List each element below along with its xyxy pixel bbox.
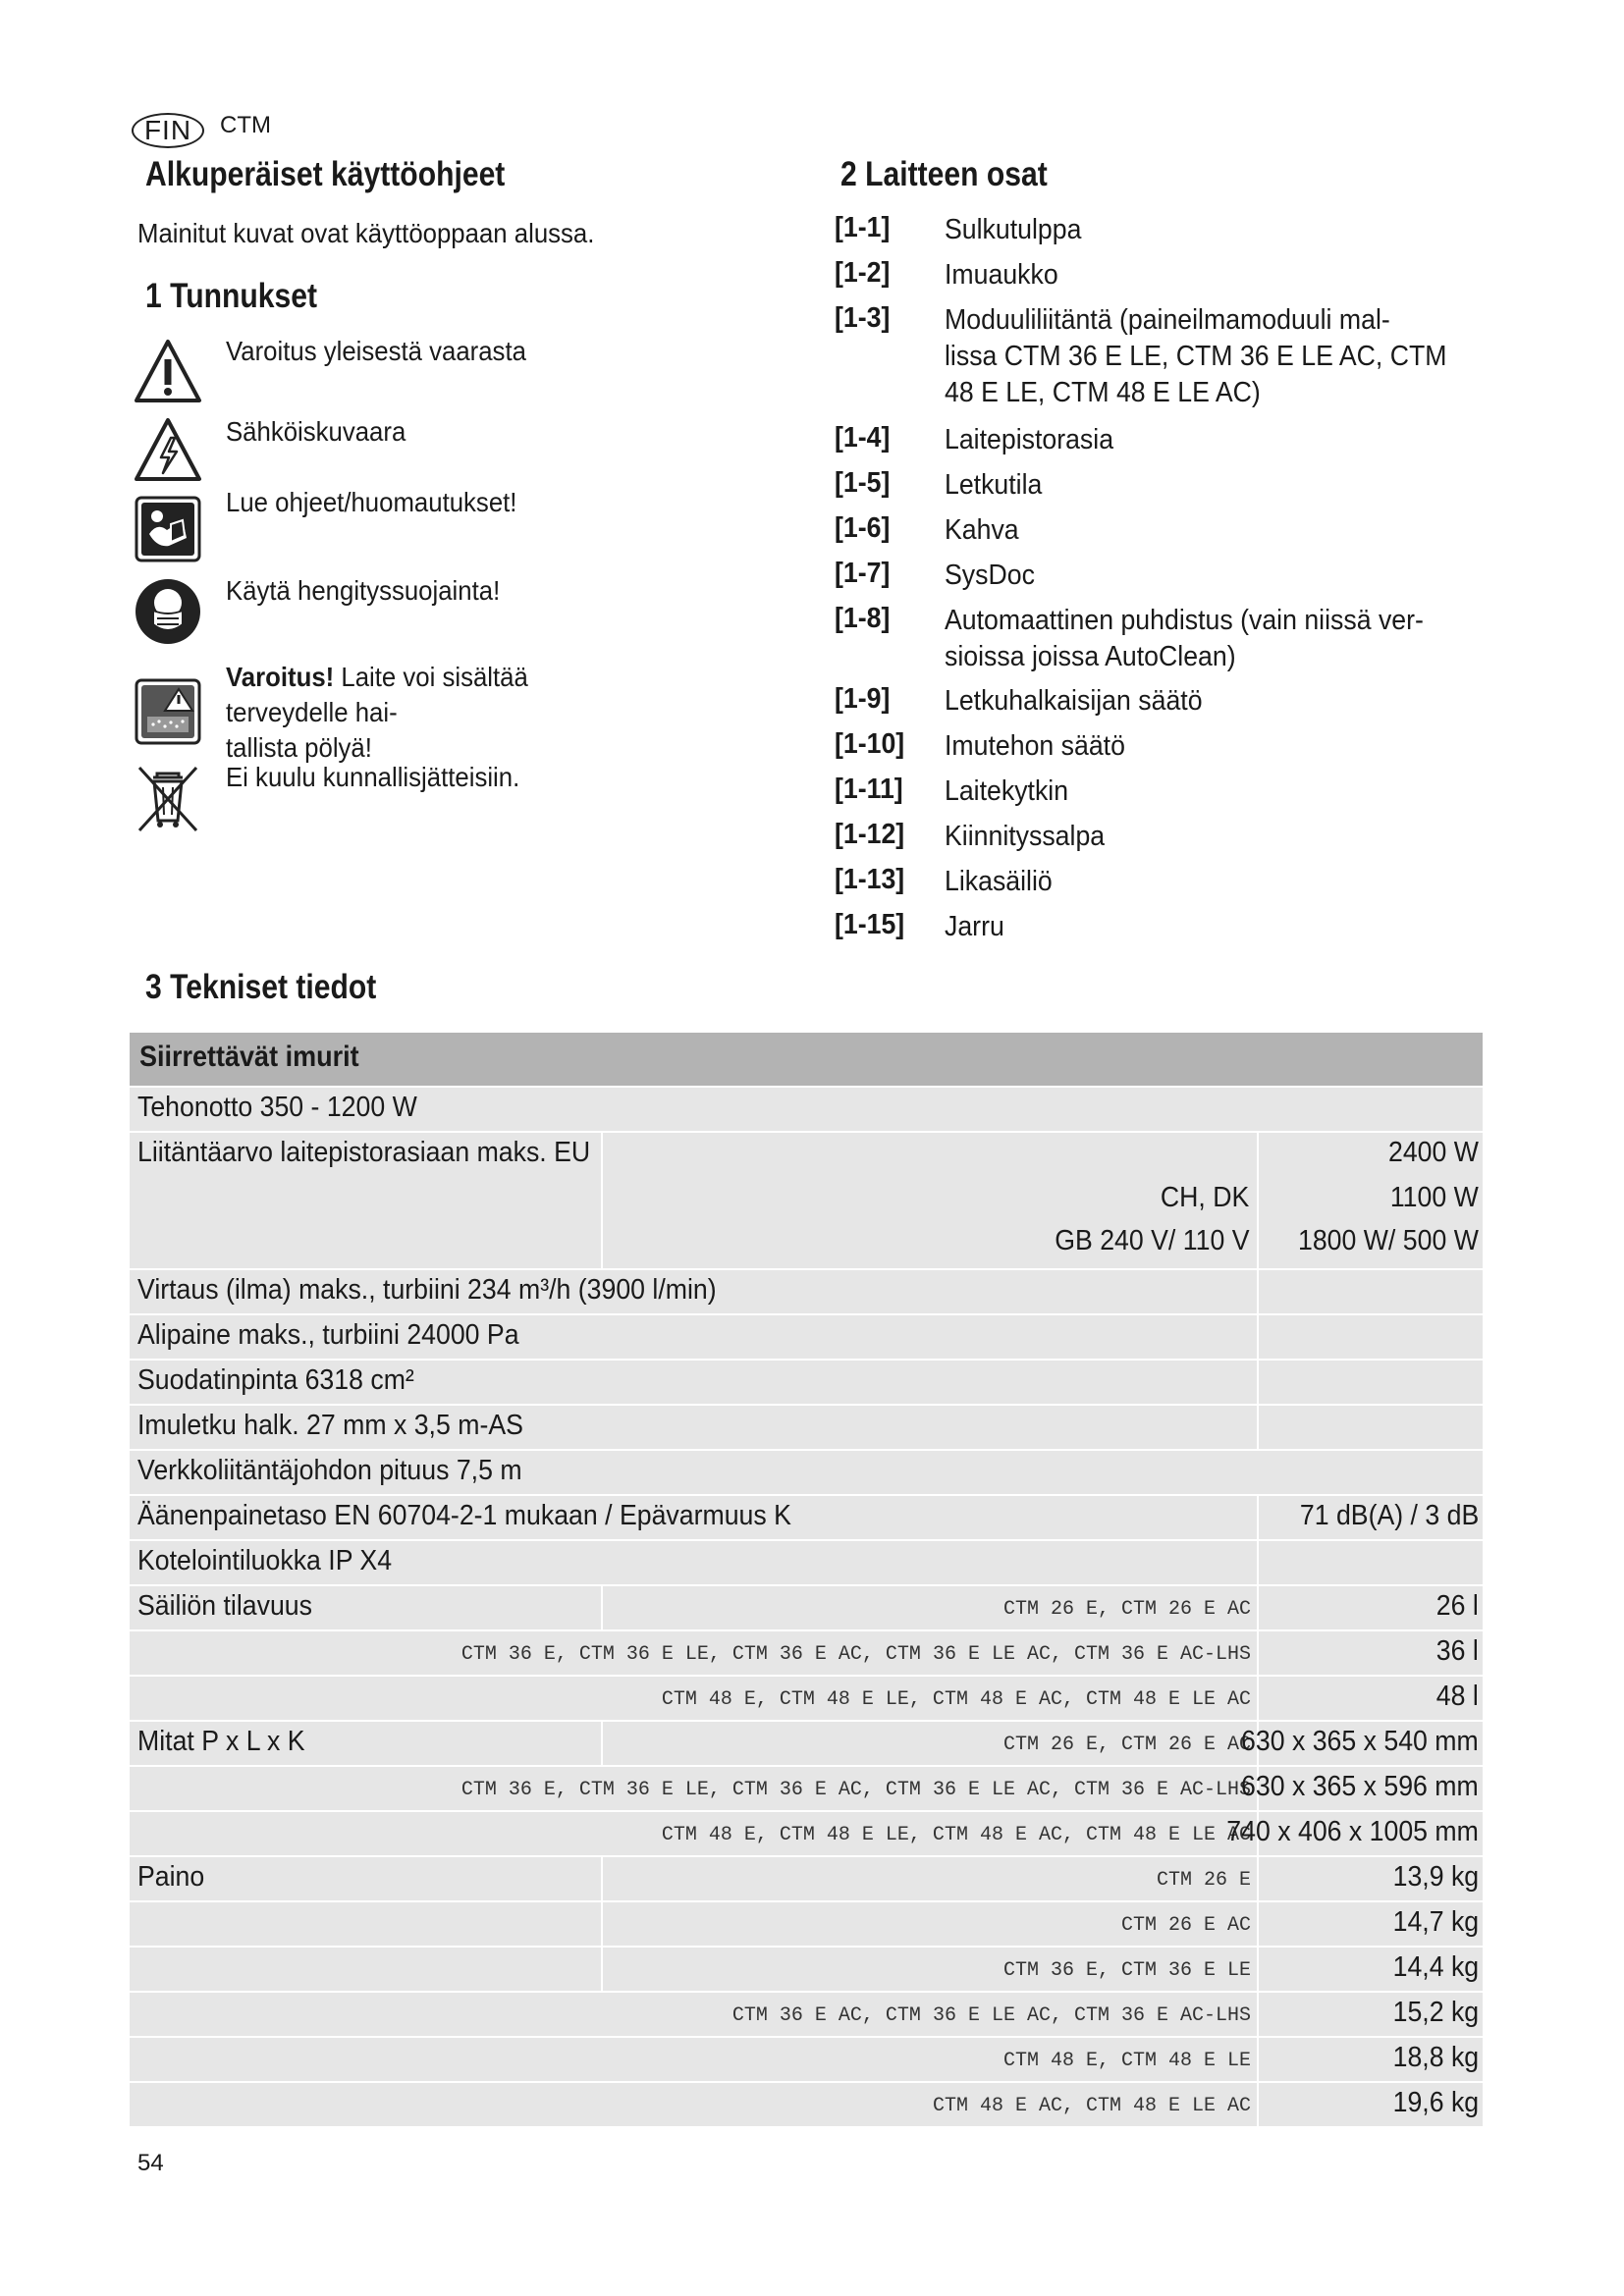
part-number: [1-13] (835, 864, 905, 895)
table-cell (130, 2083, 1257, 2126)
symbol-label-warning: Varoitus yleisestä vaarasta (226, 336, 526, 366)
cell-socket-gb: 1800 W/ 500 W (1298, 1225, 1479, 1256)
symbol-label-dust (226, 660, 641, 766)
cell-models: CTM 48 E, CTM 48 E LE, CTM 48 E AC, CTM 48 E LE AC (661, 1824, 1251, 1846)
table-cell (1259, 1133, 1483, 1268)
table-cell (130, 1586, 601, 1629)
table-cell (130, 2038, 1257, 2081)
cell-value: 48 l (1435, 1681, 1479, 1712)
cell-value: 36 l (1435, 1635, 1479, 1667)
part-label: Jarru (945, 911, 1004, 942)
warning-triangle-icon (134, 338, 202, 406)
table-cell (130, 1722, 601, 1765)
table-cell (603, 1857, 1257, 1900)
cell-models: CTM 36 E, CTM 36 E LE, CTM 36 E AC, CTM 36 E LE AC, CTM 36 E AC-LHS (460, 1779, 1251, 1801)
cell-value: 740 x 406 x 1005 mm (1226, 1816, 1479, 1847)
part-number: [1-2] (835, 257, 891, 289)
part-label-line: 48 E LE, CTM 48 E LE AC) (945, 377, 1261, 408)
part-number: [1-7] (835, 558, 891, 589)
cell-value: 630 x 365 x 596 mm (1241, 1771, 1479, 1802)
cell-models: CTM 36 E, CTM 36 E LE (1002, 1959, 1251, 1982)
table-cell (1259, 1902, 1483, 1946)
table-row (130, 1451, 1483, 1494)
parts-heading: 2 Laitteen osat (840, 155, 1048, 193)
table-cell (130, 1406, 1257, 1449)
table-cell (130, 1541, 1257, 1584)
table-cell (1259, 1361, 1483, 1404)
table-cell (130, 1812, 1257, 1855)
table-cell (1259, 1315, 1483, 1359)
table-cell (1259, 1541, 1483, 1584)
part-label: Kiinnityssalpa (945, 821, 1106, 852)
cell-value: 13,9 kg (1392, 1861, 1479, 1893)
symbols-heading: 1 Tunnukset (145, 277, 318, 315)
table-cell (1259, 1631, 1483, 1675)
language-badge: FIN (132, 113, 204, 148)
cell-models: CTM 26 E (1156, 1869, 1251, 1892)
cell-airflow: Virtaus (ilma) maks., turbiini 234 m³/h (3900 l/min) (137, 1274, 717, 1306)
cell-cable: Verkkoliitäntäjohdon pituus 7,5 m (137, 1455, 522, 1486)
table-cell (1259, 1406, 1483, 1449)
table-cell (130, 1993, 1257, 2036)
cell-models: CTM 36 E, CTM 36 E LE, CTM 36 E AC, CTM 36 E LE AC, CTM 36 E AC-LHS (460, 1643, 1251, 1666)
table-cell (1226, 1812, 1483, 1855)
respirator-icon (134, 577, 202, 646)
part-number: [1-8] (835, 603, 891, 634)
part-label (945, 302, 1487, 411)
cell-weight-label: Paino (137, 1861, 205, 1893)
cell-socket-gb-label: GB 240 V/ 110 V (1054, 1225, 1249, 1256)
dust-warning-text-cont: tallista pölyä! (226, 732, 372, 763)
table-cell (130, 1496, 1257, 1539)
table-cell (1259, 1586, 1483, 1629)
cell-value: 630 x 365 x 540 mm (1241, 1726, 1479, 1757)
part-number: [1-15] (835, 909, 905, 940)
cell-value: 14,4 kg (1392, 1951, 1479, 1983)
table-cell (1259, 1993, 1483, 2036)
table-cell (603, 1133, 1257, 1268)
table-cell (130, 1857, 601, 1900)
dust-warning-prefix: Varoitus! (226, 662, 335, 692)
part-number: [1-11] (835, 774, 903, 805)
dust-warning-text: Laite voi sisältää terveydelle hai- (226, 662, 528, 727)
part-label: Letkutila (945, 469, 1043, 501)
table-cell (130, 1315, 1257, 1359)
dust-warning-icon (134, 677, 202, 746)
part-number: [1-3] (835, 302, 891, 334)
cell-power: Tehonotto 350 - 1200 W (137, 1092, 417, 1123)
part-label: Likasäiliö (945, 866, 1053, 897)
cell-dims-label: Mitat P x L x K (137, 1726, 305, 1757)
table-cell (603, 1586, 1257, 1629)
part-label (945, 603, 1487, 675)
part-label-line: lissa CTM 36 E LE, CTM 36 E LE AC, CTM (945, 341, 1447, 372)
cell-vacuum: Alipaine maks., turbiini 24000 Pa (137, 1319, 519, 1351)
part-label-line: Moduuliliitäntä (paineilmamoduuli mal- (945, 304, 1390, 336)
table-row (130, 1088, 1483, 1131)
table-cell (603, 1902, 1257, 1946)
table-title: Siirrettävät imurit (139, 1041, 359, 1073)
symbol-label-respirator: Käytä hengityssuojainta! (226, 575, 501, 606)
table-cell (130, 1677, 1257, 1720)
table-cell (1241, 1767, 1483, 1810)
cell-models: CTM 26 E AC (1120, 1914, 1251, 1937)
cell-filter: Suodatinpinta 6318 cm² (137, 1364, 414, 1396)
cell-volume-label: Säiliön tilavuus (137, 1590, 312, 1622)
cell-socket-chdk: 1100 W (1390, 1182, 1479, 1213)
part-number: [1-12] (835, 819, 905, 850)
cell-socket-chdk-label: CH, DK (1160, 1182, 1249, 1213)
cell-models: CTM 48 E, CTM 48 E LE (1002, 2050, 1251, 2072)
cell-protection: Kotelointiluokka IP X4 (137, 1545, 393, 1576)
table-cell (130, 1631, 1257, 1675)
part-label: Laitekytkin (945, 775, 1069, 807)
table-cell (130, 1133, 601, 1268)
table-cell (1259, 2038, 1483, 2081)
part-label: Kahva (945, 514, 1019, 546)
part-number: [1-4] (835, 422, 891, 454)
cell-models: CTM 26 E, CTM 26 E AC (1002, 1734, 1251, 1756)
cell-noise-value: 71 dB(A) / 3 dB (1299, 1500, 1479, 1531)
table-cell (130, 1948, 601, 1991)
cell-value: 19,6 kg (1392, 2087, 1479, 2118)
cell-value: 18,8 kg (1392, 2042, 1479, 2073)
cell-value: 26 l (1435, 1590, 1479, 1622)
table-cell (130, 1270, 1257, 1313)
read-manual-icon (134, 495, 202, 563)
cell-socket-label: Liitäntäarvo laitepistorasiaan maks. EU (137, 1137, 591, 1168)
symbol-label-manual: Lue ohjeet/huomautukset! (226, 487, 517, 517)
part-label: SysDoc (945, 560, 1035, 591)
page-title: Alkuperäiset käyttöohjeet (145, 155, 506, 193)
part-label: Imutehon säätö (945, 730, 1125, 762)
part-number: [1-10] (835, 728, 905, 760)
cell-models: CTM 48 E, CTM 48 E LE, CTM 48 E AC, CTM 48 E LE AC (661, 1688, 1251, 1711)
table-cell (1241, 1722, 1483, 1765)
table-header (130, 1033, 1483, 1086)
symbol-label-shock: Sähköiskuvaara (226, 416, 406, 447)
intro-text: Mainitut kuvat ovat käyttöoppaan alussa. (137, 218, 595, 248)
table-cell (603, 1722, 1257, 1765)
table-cell (1259, 1857, 1483, 1900)
table-cell (1259, 1496, 1483, 1539)
cell-models: CTM 36 E AC, CTM 36 E LE AC, CTM 36 E AC-LHS (731, 2004, 1251, 2027)
part-label: Sulkutulppa (945, 214, 1082, 245)
cell-value: 15,2 kg (1392, 1997, 1479, 2028)
cell-value: 14,7 kg (1392, 1906, 1479, 1938)
electric-shock-icon (134, 416, 202, 485)
crossed-bin-icon (134, 764, 202, 832)
part-label: Laitepistorasia (945, 424, 1114, 455)
cell-models: CTM 48 E AC, CTM 48 E LE AC (932, 2095, 1251, 2117)
table-cell (1259, 2083, 1483, 2126)
page-number: 54 (137, 2150, 164, 2176)
table-cell (603, 1948, 1257, 1991)
cell-models: CTM 26 E, CTM 26 E AC (1002, 1598, 1251, 1621)
product-name: CTM (220, 112, 271, 138)
part-label-line: Automaattinen puhdistus (vain niissä ver- (945, 605, 1424, 636)
table-cell (130, 1767, 1257, 1810)
cell-hose: Imuletku halk. 27 mm x 3,5 m-AS (137, 1410, 523, 1441)
part-number: [1-1] (835, 212, 891, 243)
part-number: [1-5] (835, 467, 891, 499)
cell-socket-eu: 2400 W (1388, 1137, 1479, 1168)
table-cell (130, 1361, 1257, 1404)
cell-noise-label: Äänenpainetaso EN 60704-2-1 mukaan / Epävarmuus K (137, 1500, 791, 1531)
part-label: Letkuhalkaisijan säätö (945, 685, 1203, 717)
table-cell (1259, 1948, 1483, 1991)
symbol-label-bin: Ei kuulu kunnallisjätteisiin. (226, 762, 520, 792)
part-label: Imuaukko (945, 259, 1058, 291)
table-cell (130, 1902, 601, 1946)
table-cell (1259, 1677, 1483, 1720)
part-label-line: sioissa joissa AutoClean) (945, 641, 1236, 672)
part-number: [1-9] (835, 683, 891, 715)
specs-heading: 3 Tekniset tiedot (145, 968, 377, 1006)
part-number: [1-6] (835, 512, 891, 544)
table-cell (1259, 1270, 1483, 1313)
